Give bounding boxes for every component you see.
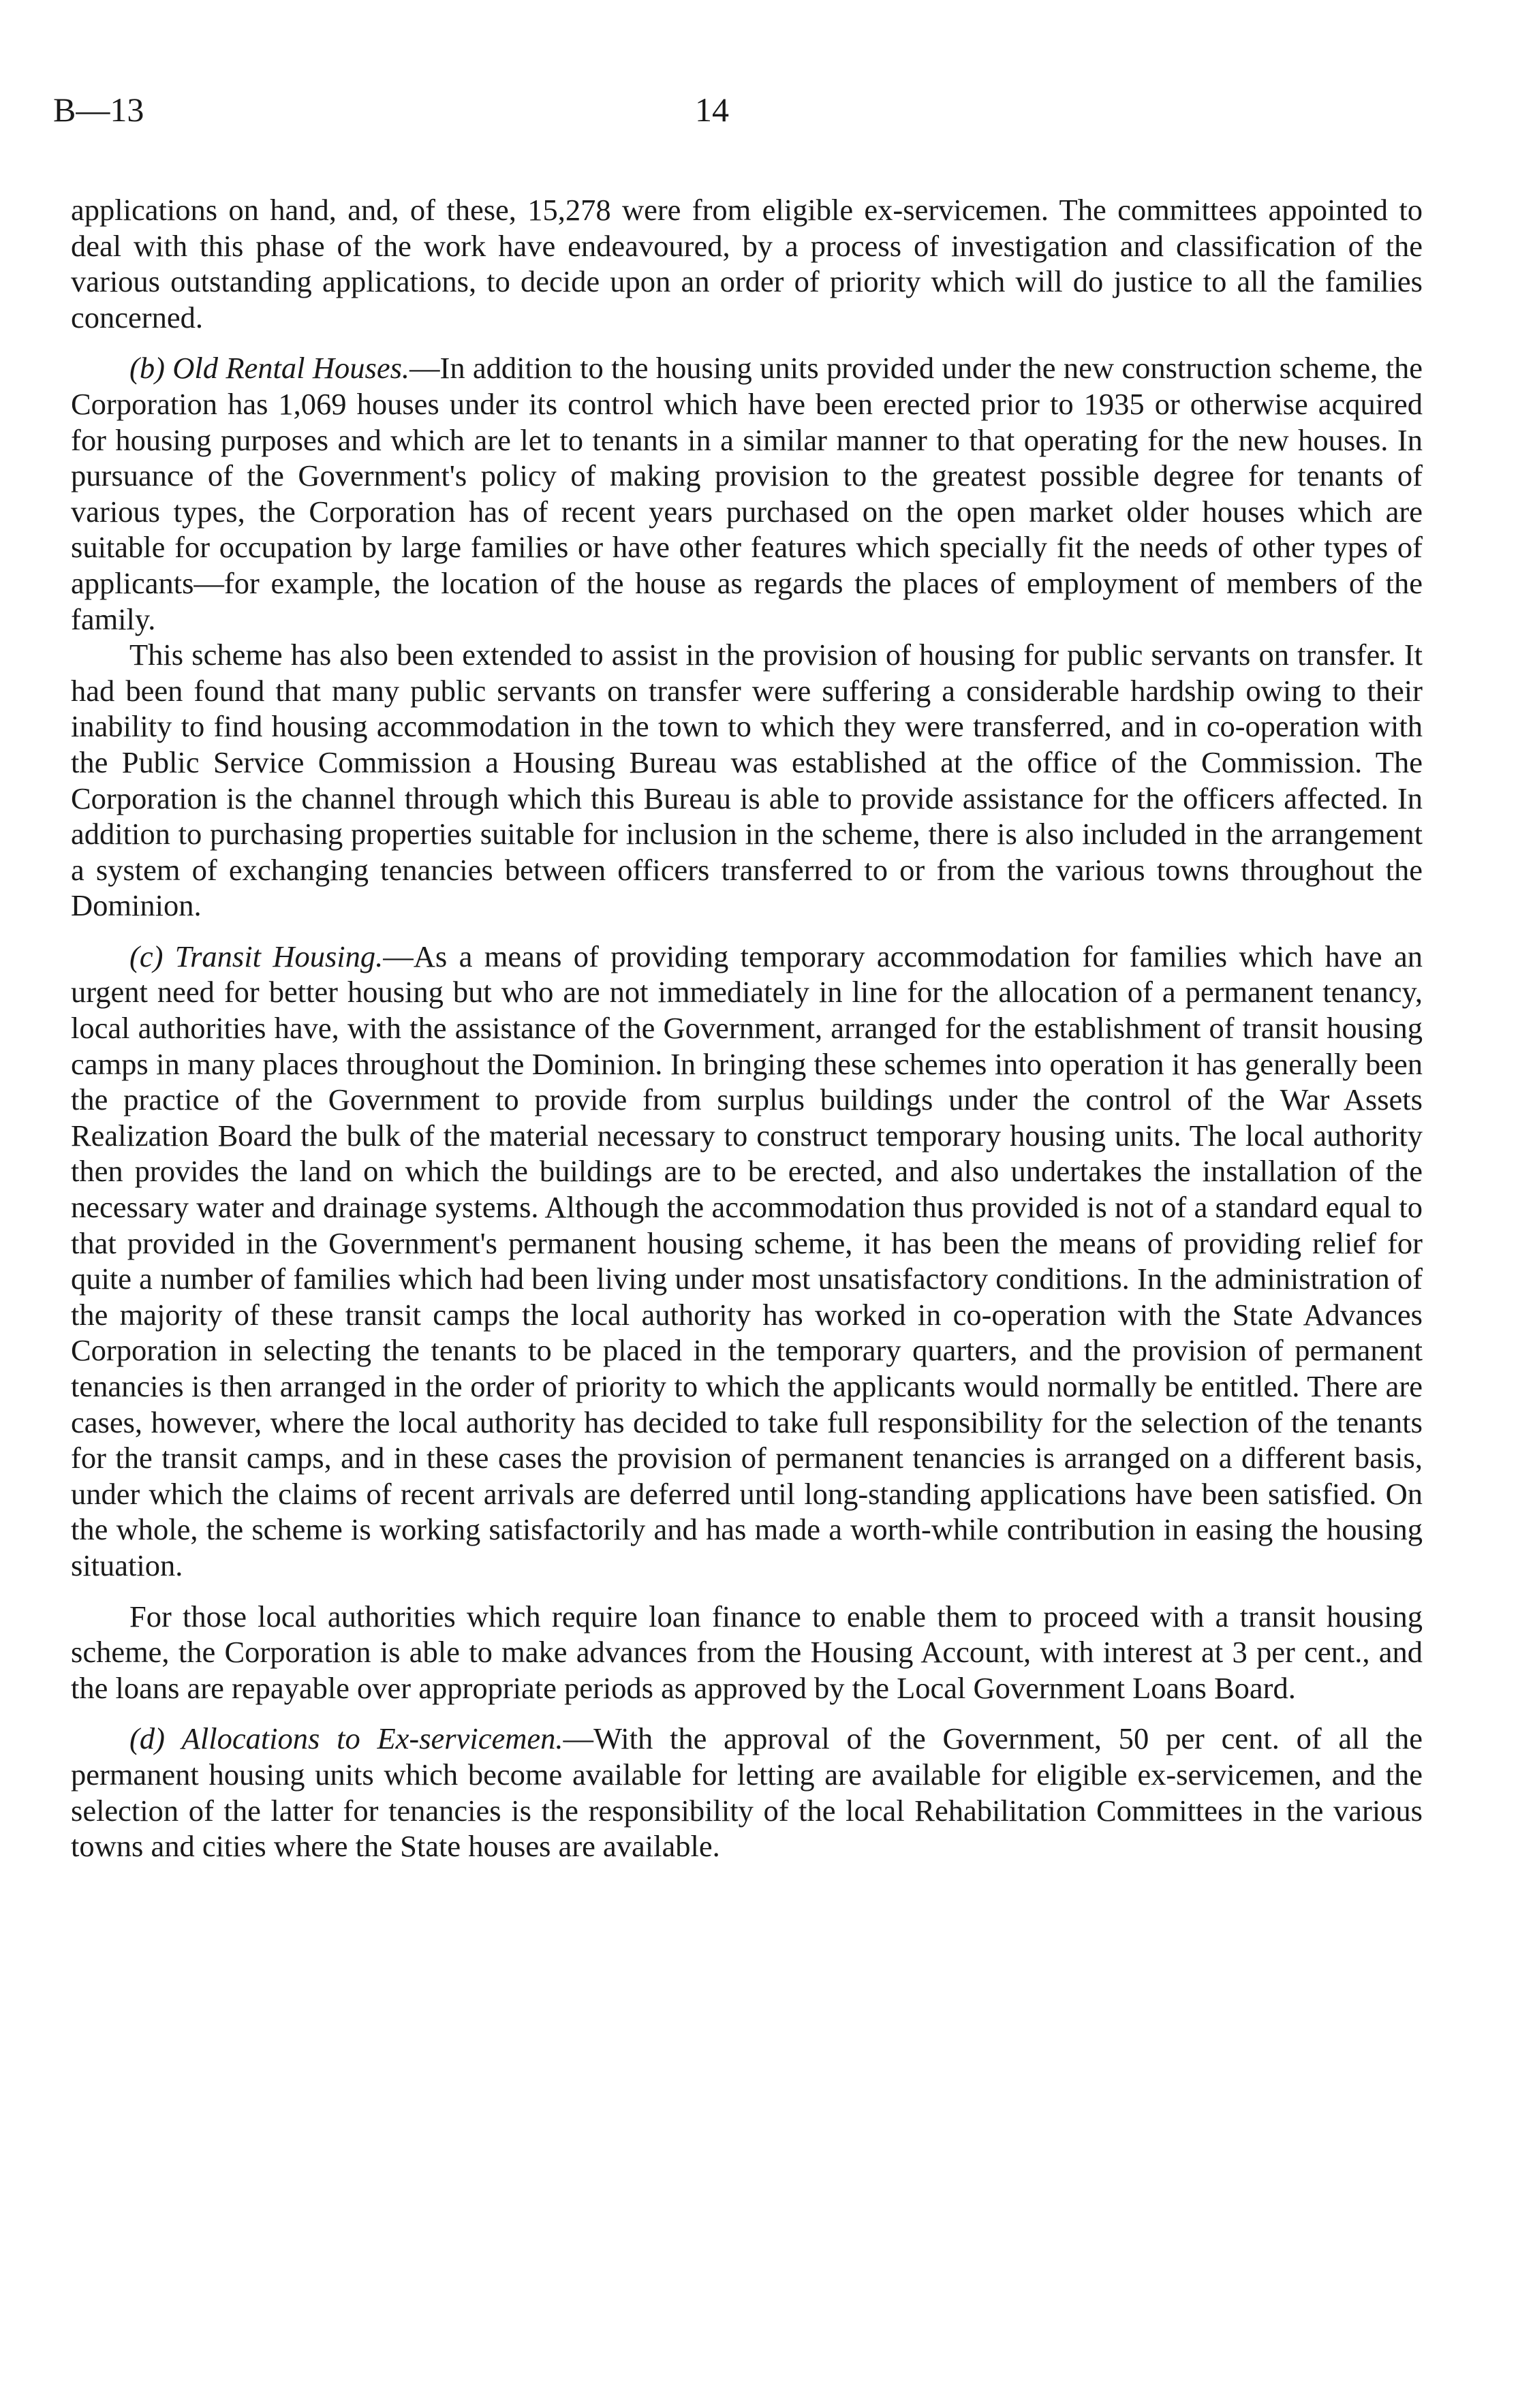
paragraph-public-servants	[71, 637, 1423, 924]
paragraph-continuation	[71, 192, 1423, 335]
paragraph-text: applications on hand, and, of these, 15,278 were from eligible ex-servicemen. The committees appointed to deal with this phase of the work have endeavoured, by a process of investigation and classification of the various outstanding applications, to decide upon an order of priority which will do justice to all the families concerned.	[71, 193, 1423, 334]
section-label: (c)	[129, 939, 164, 973]
paragraph-loan-finance	[71, 1599, 1423, 1706]
section-heading: Transit Housing.	[174, 939, 384, 973]
paragraph-allocations-ex-servicemen	[71, 1721, 1423, 1864]
section-label: (b)	[129, 351, 165, 386]
paragraph-text: —As a means of providing temporary accommodation for families which have an urgent need for better housing but who are not immediately in line for the allocation of a permanent tenancy, local authorities have, with the assistance of the Government, arranged for the establishment of transit housing camps in many places throughout the Dominion. In bringing these schemes into operation it has generally been the practice of the Government to provide from surplus buildings under the control of the War Assets Realization Board the bulk of the material necessary to construct temporary housing units. The local authority then provides the land on which the buildings are to be erected, and also undertakes the installation of the necessary water and drainage systems. Although the accommodation thus provided is not of a standard equal to that provided in the Government's permanent housing scheme, it has been the means of providing relief for quite a number of families which had been living under most unsatisfactory conditions. In the administration of the majority of these transit camps the local authority has worked in co-operation with the State Advances Corporation in selecting the tenants to be placed in the temporary quarters, and the provision of permanent tenancies is then arranged in the order of priority to which the applicants would normally be entitled. There are cases, however, where the local authority has decided to take full responsibility for the selection of the tenants for the transit camps, and in these cases the provision of permanent tenancies is arranged on a different basis, under which the claims of recent arrivals are deferred until long-standing applications have been satisfied. On the whole, the scheme is working satisfactorily and has made a worth-while contribution in easing the housing situation.	[71, 939, 1423, 1582]
section-heading: Old Rental Houses.	[172, 351, 410, 386]
paragraph-text: —In addition to the housing units provided under the new construction scheme, the Corporation has 1,069 houses under its control which have been erected prior to 1935 or otherwise acquired for housing purposes and which are let to tenants in a similar manner to that operating for the new houses. In pursuance of the Government's policy of making provision to the greatest possible degree for tenants of various types, the Corporation has of recent years purchased on the open market older houses which are suitable for occupation by large families or have other features which specially fit the needs of other types of applicants—for example, the location of the house as regards the places of employment of members of the family.	[71, 351, 1423, 636]
section-heading: Allocations to Ex-servicemen.	[181, 1721, 563, 1756]
paragraph-text: —With the approval of the Government, 50 per cent. of all the permanent housing units which become available for letting are available for eligible ex-servicemen, and the selection of the latter for tenancies is the responsibility of the local Rehabilitation Committees in the various towns and cities where the State houses are available.	[71, 1721, 1423, 1864]
paragraph-text: For those local authorities which require loan finance to enable them to proceed with a transit housing scheme, the Corporation is able to make advances from the Housing Account, with interest at 3 per cent., and the loans are repayable over appropriate periods as approved by the Local Government Loans Board.	[71, 1599, 1423, 1705]
paragraph-text: This scheme has also been extended to assist in the provision of housing for public servants on transfer. It had been found that many public servants on transfer were suffering a considerable hardship owing to their inability to find housing accommodation in the town to which they were transferred, and in co-operation with the Public Service Commission a Housing Bureau was established at the office of the Commission. The Corporation is the channel through which this Bureau is able to provide assistance for the officers affected. In addition to purchasing properties suitable for inclusion in the scheme, there is also included in the arrangement a system of exchanging tenancies between officers transferred to or from the various towns throughout the Dominion.	[71, 638, 1423, 923]
page-number: 14	[695, 91, 729, 129]
document-body	[71, 192, 1423, 1864]
document-reference: B—13	[53, 91, 144, 129]
paragraph-old-rental-houses	[71, 350, 1423, 637]
paragraph-transit-housing	[71, 939, 1423, 1584]
section-label: (d)	[129, 1721, 165, 1756]
